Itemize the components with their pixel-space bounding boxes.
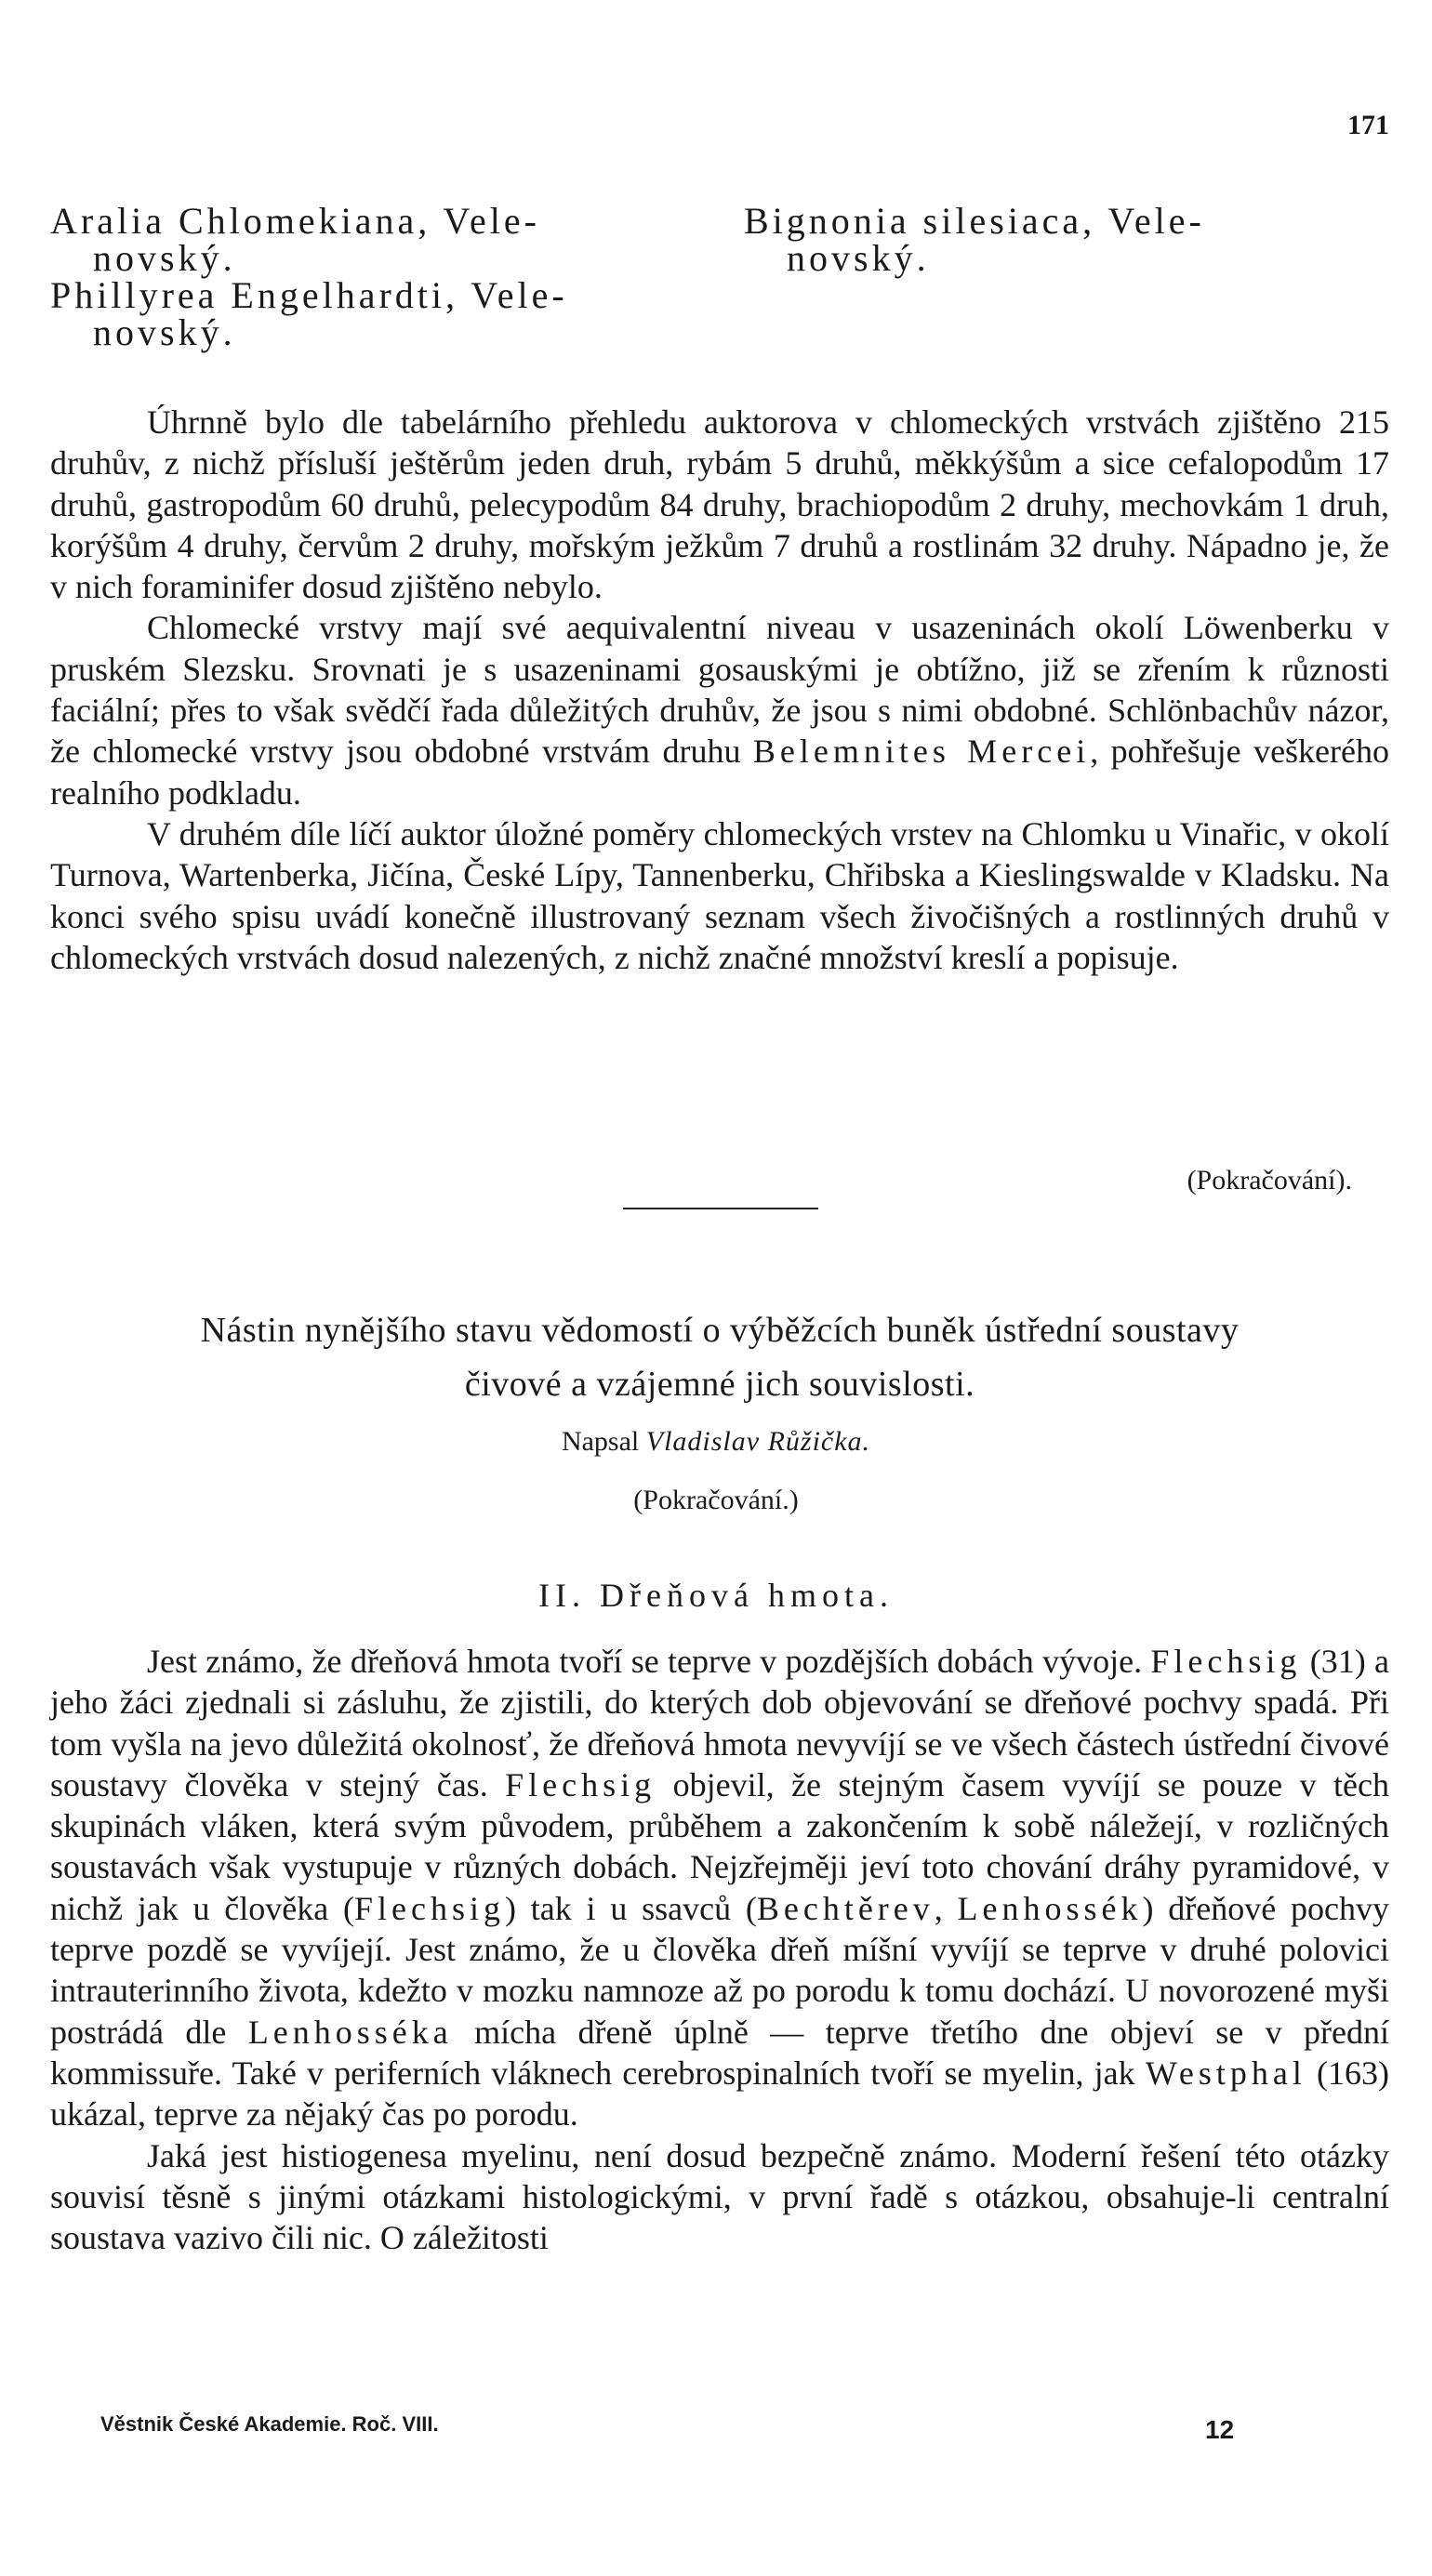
author-reference: Westphal [1145, 2054, 1306, 2092]
species-reference: Belemnites Mercei [752, 733, 1091, 771]
text-run: mícha dřeně úplně — teprve třetího dne objeví se v přední kommissuře. Také v periferních vláknech cerebrospinalních tvoří se myelin, jak [50, 2013, 1390, 2092]
article-title [50, 1303, 1389, 1411]
text-run: , pohřešuje veškerého realního podkladu. [50, 733, 1389, 812]
article-text [50, 1641, 1389, 2258]
species-name: Aralia Chlomekiana, Vele- [50, 200, 540, 242]
summary-text [50, 402, 1389, 978]
page-number: 171 [1347, 110, 1389, 140]
species-entry [744, 200, 1395, 279]
author-name: Vladislav Růžička. [645, 1426, 871, 1457]
text-run: Chlomecké vrstvy mají své aequivalentní niveau v usazeninách okolí Löwenberku v pruském Slezsku. Srovnati je s usazeninami gosauskými je obtížno, již se zřením k různosti faciální; přes to však svědčí řada důležitých druhův, že jsou s nimi obdobné. Schlönbachův názor, že chlomecké vrstvy jsou obdobné vrstvám druhu [50, 609, 1389, 771]
author-reference: Lenhossék [957, 1889, 1143, 1927]
species-name: Phillyrea Engelhardti, Vele- [50, 274, 568, 316]
article-title-line: Nástin nynějšího stavu vědomostí o výběžcích buněk ústřední soustavy [200, 1311, 1240, 1350]
section-divider [623, 1208, 818, 1209]
species-author: novský. [93, 311, 236, 353]
summary-paragraph: Úhrnně bylo dle tabelárního přehledu auktorova v chlomeckých vrstvách zjištěno 215 druhův, z nichž přísluší ještěrům jeden druh, rybám 5 druhů, měkkýšům a sice cefalopodům 17 druhů, gastropodům 60 druhů, pelecypodům 84 druhy, brachiopodům 2 druhy, mechovkám 1 druh, korýšům 4 druhy, červům 2 druhy, mořským ježkům 7 druhů a rostlinám 32 druhy. Nápadno je, že v nich foraminifer dosud zjištěno nebylo. [50, 403, 1389, 606]
byline [0, 1426, 1432, 1458]
text-run: objevil, že stejným časem vyvíjí se pouze v těch skupinách vláken, která svým původem, průběhem a zakončením k sobě náležejí, v rozličných soustavách však vystupuje v různých dobách. Nejzřejměji jeví toto chování dráhy pyramidové, v nichž jak u člověka ( [50, 1765, 1390, 1927]
journal-footer: Věstnik České Akademie. Roč. VIII. [100, 2412, 439, 2436]
species-list-right [744, 200, 1395, 279]
signature-mark: 12 [1205, 2415, 1235, 2444]
author-reference: Lenhosséka [247, 2013, 453, 2051]
author-reference: Bechtěrev [756, 1889, 935, 1927]
text-run: ) tak i u ssavců ( [505, 1889, 757, 1927]
article-paragraph: Jaká jest histiogenesa myelinu, není dosud bezpečně známo. Moderní řešení této otázky souvisí těsně s jinými otázkami histologickými, v první řadě s otázkou, obsahuje-li centralní soustava vazivo čili nic. O záležitosti [50, 2136, 1389, 2257]
species-name: Bignonia silesiaca, Vele- [744, 200, 1205, 242]
summary-paragraph: V druhém díle líčí auktor úložné poměry chlomeckých vrstev na Chlomku u Vinařic, v okolí Turnova, Wartenberka, Jičína, České Lípy, Tannenberku, Chřibska a Kieslingswalde v Kladsku. Na konci svého spisu uvádí konečně illustrovaný seznam všech živočišných a rostlinných druhů v chlomeckých vrstvách dosud nalezených, z nichž značné množství kreslí a popisuje. [50, 814, 1389, 976]
article-continued-note: (Pokračování.) [633, 1485, 799, 1515]
article-paragraph: Jest známo, že dřeňová hmota tvoří se teprve v pozdějších dobách vývoje. Flechsig (31) a jeho žáci zjednali si zásluhu, že zjistili, do kterých dob objevování se dřeňové pochvy spadá. Při tom vyšla na jevo důležitá okolnosť, že dřeňová hmota nevyvíjí se ve všech částech ústřední čivové soustavy člověka v stejný čas. Flechsig objevil, že stejným časem vyvíjí se pouze v těch skupinách vláken, která svým původem, průběhem a zakončením k sobě náležejí, v rozličných soustavách však vystupuje v různých dobách. Nejzřejměji jeví toto chování dráhy pyramidové, v nichž jak u člověka (Flechsig) tak i u ssavců (Bechtěrev, Lenhossék) dřeňové pochvy teprve pozdě se vyvíjejí. Jest známo, že u člověka dřeň míšní vyvíjí se teprve v druhé polovici intrauterinního života, kdežto v mozku namnoze až po porodu k tomu dochází. U novorozené myši postrádá dle Lenhosséka mícha dřeně úplně — teprve třetího dne objeví se v přední kommissuře. Také v periferních vláknech cerebrospinalních tvoří se myelin, jak Westphal (163) ukázal, teprve za nějaký čas po porodu. [50, 1643, 1390, 2133]
text-run: (163) ukázal, teprve za nějaký čas po porodu. [50, 2054, 1390, 2133]
species-author: novský. [93, 237, 236, 279]
byline-prefix: Napsal [561, 1426, 640, 1457]
author-reference: Flechsig [354, 1889, 505, 1927]
article-title-line: čivové a vzájemné jich souvislosti. [464, 1365, 975, 1404]
species-list-left [50, 200, 720, 353]
text-run: (31) a jeho žáci zjednali si zásluhu, že zjistili, do kterých dob objevování se dřeňové pochvy spadá. Při tom vyšla na jevo důležitá okolnosť, že dřeňová hmota nevyvíjí se ve všech částech ústřední čivové soustavy člověka v stejný čas. [50, 1643, 1389, 1803]
author-reference: Flechsig [1150, 1643, 1302, 1680]
text-run: Jest známo, že dřeňová hmota tvoří se teprve v pozdějších dobách vývoje. [147, 1643, 1143, 1680]
species-author: novský. [787, 237, 930, 279]
species-entry [50, 200, 720, 279]
text-run: ) dřeňové pochvy teprve pozdě se vyvíjejí. Jest známo, že u člověka dřeň míšní vyvíjí se teprve v druhé polovici intrauterinního života, kdežto v mozku namnoze až po porodu k tomu dochází. U novorozené myši postrádá dle [50, 1889, 1389, 2051]
continued-note: (Pokračování). [1187, 1165, 1352, 1196]
section-heading: II. Dřeňová hmota. [538, 1577, 894, 1614]
species-entry [50, 274, 720, 353]
summary-paragraph [50, 607, 1389, 812]
author-reference: Flechsig [505, 1765, 656, 1803]
